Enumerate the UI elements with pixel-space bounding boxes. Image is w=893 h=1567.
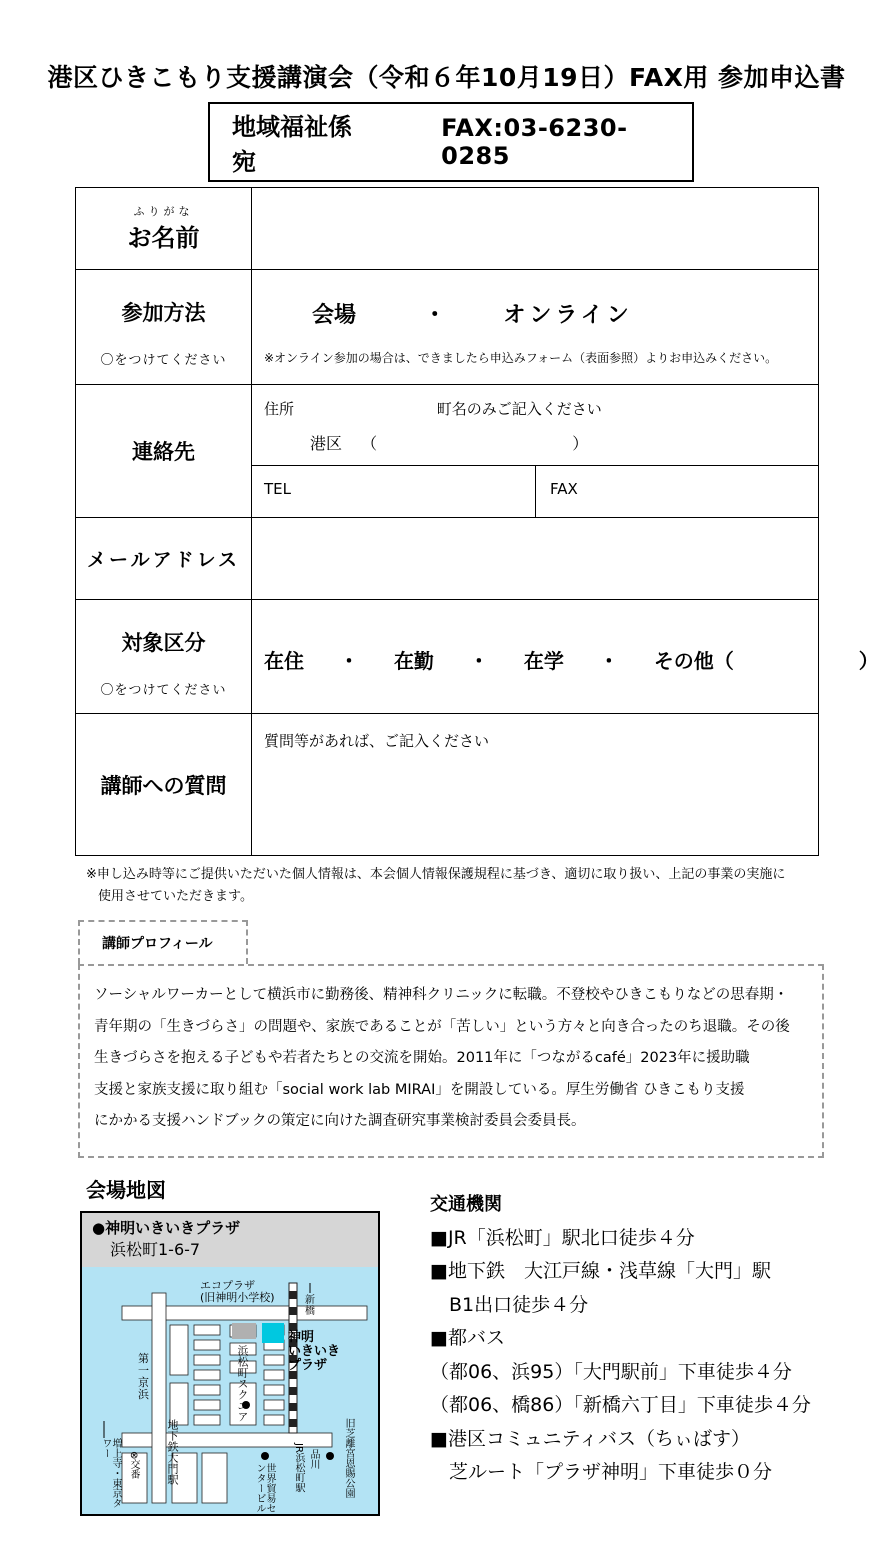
map-park-dot (326, 1452, 334, 1460)
map-label-venue (288, 1331, 340, 1373)
contact-address-row (76, 385, 819, 466)
address-label: 住所 (264, 400, 295, 418)
map-label-keihin4: 浜 (138, 1388, 149, 1401)
category-label: 対象区分 (121, 631, 206, 655)
map-label-venue1: 神明 (288, 1330, 315, 1345)
email-label: メールアドレス (86, 549, 241, 571)
profile-line-3: 生きづらさを抱える子どもや若者たちとの交流を開始。2011年に「つながるcafé」2023年に援助職 (94, 1050, 750, 1066)
profile-line-4: 支援と家族支援に取り組む「social work lab MIRAI」を開設している。厚生労働省 ひきこもり支援 (94, 1081, 745, 1098)
map-label-subway: 地下鉄大門駅 (166, 1419, 179, 1485)
contact-label: 連絡先 (132, 440, 195, 464)
contact-label-cell (76, 385, 252, 518)
category-hint: 〇をつけてください (100, 683, 227, 698)
name-label: お名前 (127, 224, 200, 252)
transit-title: 交通機関 (430, 1194, 502, 1215)
map-label-shinbashi2: 橋 (305, 1306, 315, 1317)
method-online-option[interactable]: オンライン (503, 303, 633, 328)
question-label-cell (76, 714, 252, 856)
method-hint: 〇をつけてください (100, 353, 227, 368)
profile-tab: 講師プロフィール (78, 920, 248, 964)
page-title: 港区ひきこもり支援講演会（令和６年10月19日）FAX用 参加申込書 (47, 63, 846, 92)
method-label: 参加方法 (121, 301, 206, 325)
map-label-eco2: (旧神明小学校) (200, 1291, 275, 1304)
map-label-square: 浜松町スクエア (236, 1345, 249, 1422)
category-row (76, 600, 819, 714)
map-label-keihin (138, 1353, 149, 1401)
name-row (76, 188, 819, 270)
address-paren-open: （ (361, 434, 378, 453)
question-field[interactable] (252, 714, 819, 856)
method-note: ※オンライン参加の場合は、できましたら申込みフォーム（表面参照）よりお申込みください。 (264, 351, 778, 365)
transit-line-1: ■JR「浜松町」駅北口徒歩４分 (430, 1226, 695, 1249)
fax-field[interactable] (536, 466, 819, 518)
map-venue-address: 浜松町1-6-7 (110, 1240, 201, 1259)
transit-line-3: B1出口徒歩４分 (430, 1293, 589, 1316)
privacy-footnote (86, 864, 826, 908)
category-option-work[interactable]: 在勤 (393, 649, 434, 673)
map-label-keihin2: 一 (138, 1364, 149, 1377)
map-label-wtc: 世界貿易センタービル (254, 1463, 275, 1513)
map-label-shinagawa: 品川 (308, 1449, 319, 1469)
category-separator-2: ・ (468, 649, 489, 673)
map-wtc-dot (261, 1452, 269, 1460)
profile-line-1: ソーシャルワーカーとして横浜市に勤務後、精神科クリニックに転職。不登校やひきこもりなどの思春期・ (94, 987, 789, 1003)
email-label-cell (76, 518, 252, 600)
map-label-keihin1: 第 (138, 1352, 149, 1365)
category-option-other[interactable]: その他（ (653, 649, 734, 673)
method-label-cell (76, 270, 252, 385)
address-paren-close: ） (572, 434, 589, 453)
category-field[interactable] (252, 600, 879, 714)
question-label: 講師への質問 (100, 773, 227, 798)
tel-field[interactable] (252, 466, 536, 518)
method-venue-option[interactable]: 会場 (312, 303, 357, 328)
fax-label: FAX (550, 480, 578, 498)
email-field[interactable] (252, 518, 819, 600)
transit-line-6: （都06、橋86）「新橋六丁目」下車徒歩４分 (430, 1394, 811, 1416)
map-venue-name: ●神明いきいきプラザ (92, 1219, 241, 1237)
category-option-school[interactable]: 在学 (523, 649, 564, 673)
email-row (76, 518, 819, 600)
transit-info (430, 1188, 811, 1490)
ward-label: 港区 (310, 434, 343, 453)
method-field[interactable] (252, 270, 819, 385)
footnote-line-1: ※申し込み時等にご提供いただいた個人情報は、本会個人情報保護規程に基づき、適切に取り扱い、上記の事業の実施に (86, 867, 786, 882)
map-label-venue3: プラザ (288, 1358, 328, 1373)
map-label-koban: ⊗交番 (128, 1451, 139, 1480)
name-label-cell (76, 188, 252, 270)
address-field[interactable] (252, 385, 819, 466)
venue-map (80, 1211, 380, 1516)
footnote-line-2: 使用させていただきます。 (98, 889, 253, 904)
question-row (76, 714, 819, 856)
transit-line-7: ■港区コミュニティバス（ちぃばす） (430, 1427, 751, 1450)
category-label-cell (76, 600, 252, 714)
category-separator-1: ・ (338, 649, 359, 673)
method-separator: ・ (423, 303, 446, 328)
map-label-zojoji: 増上寺・東京タワー (100, 1438, 121, 1508)
profile-box (78, 964, 824, 1158)
fax-number: FAX:03-6230-0285 (441, 114, 628, 170)
map-title: 会場地図 (86, 1178, 166, 1202)
addressee-box (208, 102, 694, 182)
transit-line-4: ■都バス (430, 1327, 505, 1349)
transit-line-5: （都06、浜95）「大門駅前」下車徒歩４分 (430, 1360, 792, 1383)
category-separator-3: ・ (598, 649, 619, 673)
map-label-eco1: エコプラザ (200, 1279, 255, 1292)
address-hint: 町名のみご記入ください (436, 400, 602, 418)
map-label-park: 旧芝離宮恩賜公園 (343, 1418, 354, 1498)
name-field[interactable] (252, 188, 819, 270)
question-hint: 質問等があれば、ご記入ください (264, 732, 490, 750)
transit-line-2: ■地下鉄 大江戸線・浅草線「大門」駅 (430, 1260, 771, 1282)
category-option-resident[interactable]: 在住 (264, 649, 304, 673)
map-label-shinbashi1: 新 (305, 1295, 315, 1306)
transit-line-8: 芝ルート「プラザ神明」下車徒歩０分 (430, 1461, 773, 1483)
profile-line-5: にかかる支援ハンドブックの策定に向けた調査研究事業検討委員会委員長。 (94, 1113, 586, 1129)
map-label-jr: JR浜松町駅 (293, 1443, 304, 1493)
method-row (76, 270, 819, 385)
map-label-keihin3: 京 (138, 1376, 149, 1389)
profile-line-2: 青年期の「生きづらさ」の問題や、家族であることが「苦しい」という方々と向き合ったのち退職。その後 (94, 1018, 790, 1035)
map-label-venue2: いきいき (288, 1344, 341, 1359)
map-label-eco (200, 1280, 275, 1304)
category-other-close: ） (858, 649, 879, 673)
addressee-name: 地域福祉係 宛 (232, 113, 376, 176)
map-venue-marker (262, 1323, 284, 1343)
application-form-table (75, 187, 879, 856)
name-ruby: ふりがな (133, 205, 194, 218)
map-eco-plaza-block (232, 1323, 256, 1339)
map-label-shinbashi (305, 1295, 315, 1317)
tel-label: TEL (264, 480, 291, 498)
